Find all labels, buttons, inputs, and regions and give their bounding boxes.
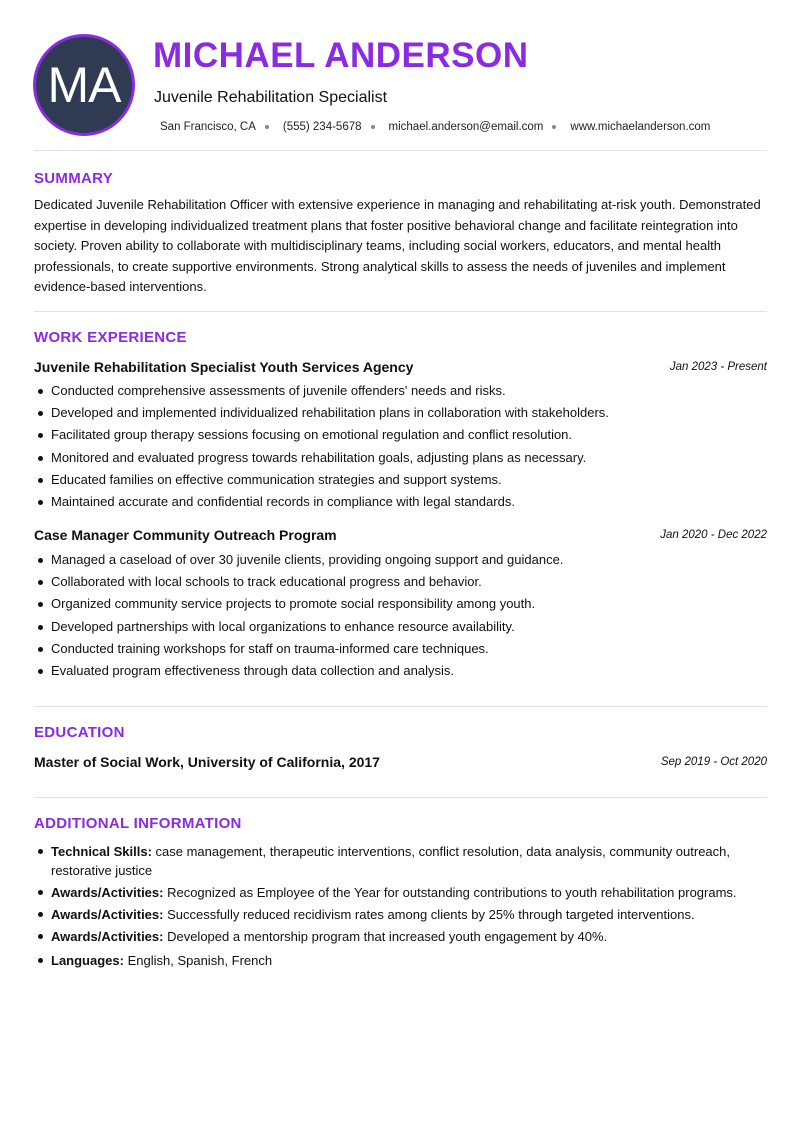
list-item bbox=[34, 883, 767, 902]
job-role: Juvenile Rehabilitation Specialist Youth Services Agency bbox=[34, 359, 414, 375]
section-title-education: EDUCATION bbox=[34, 724, 125, 741]
summary-text: Dedicated Juvenile Rehabilitation Officer with extensive experience in managing and rehabilitating at-risk youth. Demonstrated expertise in developing individualized treatment plans that foster positive behavioral change and facilitate reintegration into society. Proven ability to collaborate with multidisciplinary teams, including social workers, educators, and mental health professionals, to create supportive environments. Strong analytical skills to assess the needs of juveniles and implement evidence-based interventions. bbox=[34, 197, 761, 294]
separator-dot-icon bbox=[265, 125, 269, 129]
job-bullet-list bbox=[34, 380, 767, 513]
item-label: Languages: bbox=[51, 953, 124, 968]
separator-dot-icon bbox=[552, 125, 556, 129]
item-text: Recognized as Employee of the Year for outstanding contributions to youth rehabilitation programs. bbox=[163, 885, 737, 900]
item-label: Technical Skills: bbox=[51, 844, 152, 859]
section-title-summary: SUMMARY bbox=[34, 170, 114, 187]
education-entry bbox=[34, 753, 767, 771]
candidate-name: MICHAEL ANDERSON bbox=[153, 36, 529, 75]
contact-bar bbox=[160, 121, 710, 133]
list-item bbox=[34, 842, 767, 880]
list-item: Evaluated program effectiveness through data collection and analysis. bbox=[34, 660, 767, 682]
avatar bbox=[33, 34, 135, 136]
list-item: Monitored and evaluated progress towards rehabilitation goals, adjusting plans as necessary. bbox=[34, 447, 767, 469]
item-label: Awards/Activities: bbox=[51, 929, 164, 944]
job-header bbox=[34, 526, 767, 544]
job-dates: Jan 2023 - Present bbox=[669, 361, 767, 373]
item-label: Awards/Activities: bbox=[51, 907, 164, 922]
item-text: case management, therapeutic interventions, conflict resolution, data analysis, community outreach, restorative justice bbox=[51, 844, 731, 878]
divider bbox=[34, 797, 767, 798]
additional-info-list bbox=[34, 842, 767, 973]
job-header bbox=[34, 358, 767, 376]
list-item: Conducted comprehensive assessments of juvenile offenders' needs and risks. bbox=[34, 380, 767, 402]
list-item: Developed partnerships with local organizations to enhance resource availability. bbox=[34, 616, 767, 638]
list-item: Collaborated with local schools to track educational progress and behavior. bbox=[34, 571, 767, 593]
contact-phone: (555) 234-5678 bbox=[282, 121, 362, 133]
list-item: Maintained accurate and confidential records in compliance with legal standards. bbox=[34, 491, 767, 513]
item-text: English, Spanish, French bbox=[123, 953, 273, 968]
contact-email[interactable]: michael.anderson@email.com bbox=[388, 121, 544, 133]
education-degree: Master of Social Work, University of California, 2017 bbox=[34, 754, 380, 770]
list-item: Conducted training workshops for staff on trauma-informed care techniques. bbox=[34, 638, 767, 660]
item-label: Awards/Activities: bbox=[51, 885, 164, 900]
divider bbox=[34, 706, 767, 707]
job-title: Juvenile Rehabilitation Specialist bbox=[154, 89, 388, 106]
list-item bbox=[34, 951, 767, 970]
divider bbox=[34, 311, 767, 312]
contact-website[interactable]: www.michaelanderson.com bbox=[570, 121, 711, 133]
divider bbox=[34, 150, 767, 151]
list-item bbox=[34, 927, 767, 946]
contact-location: San Francisco, CA bbox=[160, 121, 256, 133]
list-item: Educated families on effective communication strategies and support systems. bbox=[34, 469, 767, 491]
education-dates: Sep 2019 - Oct 2020 bbox=[660, 756, 767, 768]
list-item: Organized community service projects to promote social responsibility among youth. bbox=[34, 593, 767, 615]
item-text: Developed a mentorship program that increased youth engagement by 40%. bbox=[163, 929, 608, 944]
separator-dot-icon bbox=[371, 125, 375, 129]
job-dates: Jan 2020 - Dec 2022 bbox=[660, 529, 767, 541]
avatar-initials: MA bbox=[47, 57, 121, 113]
item-text: Successfully reduced recidivism rates among clients by 25% through targeted interventions. bbox=[163, 907, 695, 922]
list-item: Facilitated group therapy sessions focusing on emotional regulation and conflict resolution. bbox=[34, 424, 767, 446]
list-item bbox=[34, 905, 767, 924]
section-title-additional-information: ADDITIONAL INFORMATION bbox=[34, 815, 242, 832]
job-role: Case Manager Community Outreach Program bbox=[34, 527, 337, 543]
section-title-work-experience: WORK EXPERIENCE bbox=[34, 329, 187, 346]
job-bullet-list bbox=[34, 549, 767, 682]
list-item: Managed a caseload of over 30 juvenile clients, providing ongoing support and guidance. bbox=[34, 549, 767, 571]
list-item: Developed and implemented individualized rehabilitation plans in collaboration with stakeholders. bbox=[34, 402, 767, 424]
